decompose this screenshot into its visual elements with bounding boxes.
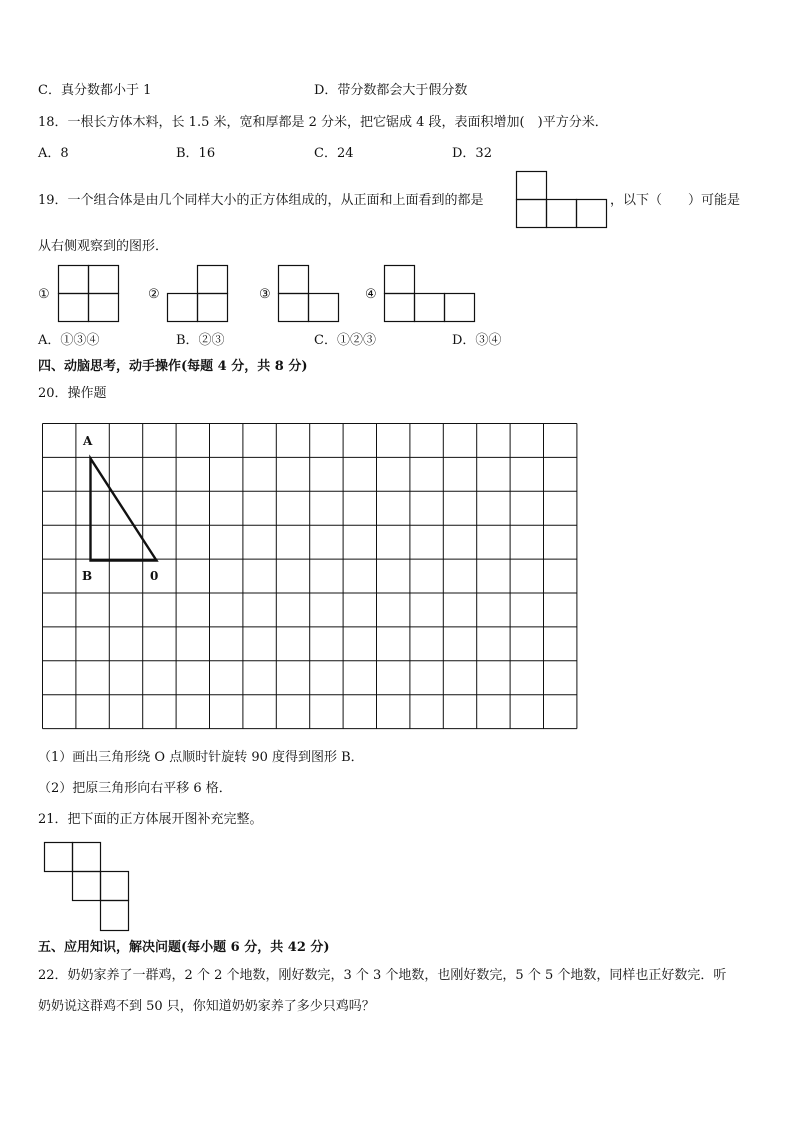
q19-front-top-view-figure xyxy=(516,171,608,229)
q20-instruction-1: （1）画出三角形绕 O 点顺时针旋转 90 度得到图形 B． xyxy=(38,750,364,765)
q18-option-b: B．16 xyxy=(176,146,216,161)
q19-question-suffix: ，以下（ ）可能是 xyxy=(610,193,741,208)
q19-figure-4 xyxy=(384,265,476,323)
q19-figure-label-3: ③ xyxy=(259,287,271,302)
q18-question: 18．一根长方体木料，长 1.5 米，宽和厚都是 2 分米，把它锯成 4 段，表面积增加( )平方分米． xyxy=(38,115,608,130)
q19-figure-1 xyxy=(58,265,120,323)
q18-option-c: C．24 xyxy=(314,146,354,161)
q21-question: 21．把下面的正方体展开图补充完整。 xyxy=(38,812,263,827)
q17-option-c: C．真分数都小于 1 xyxy=(38,83,152,98)
grid-lines xyxy=(43,424,577,729)
triangle-aob xyxy=(91,459,157,561)
q19-figure-label-2: ② xyxy=(148,287,160,302)
section-4-heading: 四、动脑思考，动手操作(每题 4 分，共 8 分) xyxy=(38,359,308,374)
q22-question-line2: 奶奶说这群鸡不到 50 只，你知道奶奶家养了多少只鸡吗？ xyxy=(38,999,375,1014)
q19-figure-label-1: ① xyxy=(38,287,50,302)
q19-figure-3 xyxy=(278,265,340,323)
label-b: B xyxy=(82,569,93,583)
q19-option-d: D．③④ xyxy=(452,333,502,348)
q19-option-c: C．①②③ xyxy=(314,333,376,348)
q19-option-a: A．①③④ xyxy=(38,333,100,348)
q21-cube-net-figure xyxy=(44,842,130,932)
section-5-heading: 五、应用知识，解决问题(每小题 6 分，共 42 分) xyxy=(38,940,330,955)
q17-option-d: D．带分数都会大于假分数 xyxy=(314,83,468,98)
q20-title: 20．操作题 xyxy=(38,386,107,401)
q22-question-line1: 22．奶奶家养了一群鸡，2 个 2 个地数，刚好数完，3 个 3 个地数，也刚好数完，5 个 5 个地数，同样也正好数完．听 xyxy=(38,968,727,983)
q19-figure-2 xyxy=(167,265,229,323)
q18-option-a: A．8 xyxy=(38,146,69,161)
label-o: 0 xyxy=(150,569,159,583)
q19-question: 19．一个组合体是由几个同样大小的正方体组成的，从正面和上面看到的都是 xyxy=(38,193,484,208)
q19-figure-label-4: ④ xyxy=(365,287,377,302)
q20-grid-figure xyxy=(42,423,578,729)
label-a: A xyxy=(83,434,93,448)
q18-option-d: D．32 xyxy=(452,146,492,161)
q19-option-b: B．②③ xyxy=(176,333,225,348)
q19-question-line2: 从右侧观察到的图形． xyxy=(38,239,169,254)
q20-instruction-2: （2）把原三角形向右平移 6 格． xyxy=(38,781,232,796)
